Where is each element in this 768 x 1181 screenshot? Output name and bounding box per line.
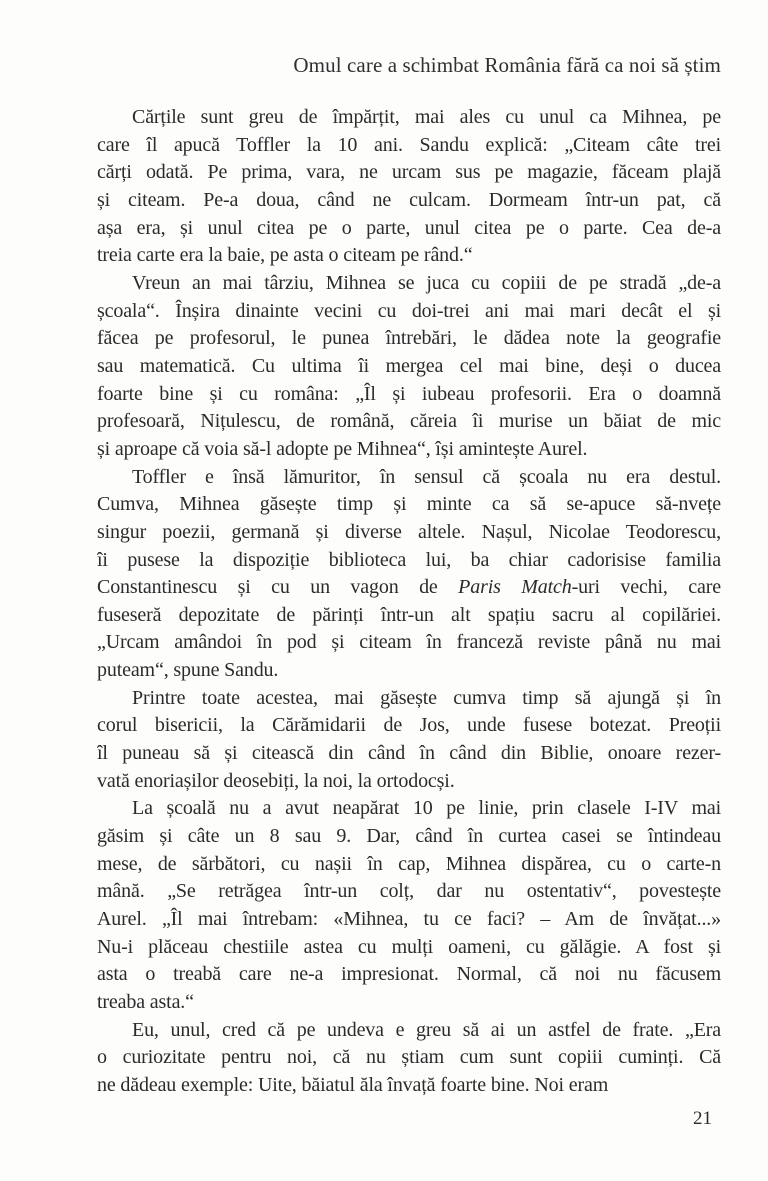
body-text: ne dădeau exemple: Uite, băiatul ăla învață foarte bine. Noi eram [97, 1073, 609, 1096]
text-line [97, 602, 721, 630]
text-line [97, 657, 721, 685]
text-line [97, 685, 721, 713]
text-line [97, 491, 721, 519]
body-text: fuseseră depozitate de părinți într-un alt spațiu sacru al copilăriei. [97, 603, 721, 626]
body-text: singur poezii, germană și diverse altele. Nașul, Nicolae Teodorescu, [97, 520, 721, 543]
body-text: cărți odată. Pe prima, vara, ne urcam sus pe magazie, făceam plajă [97, 161, 721, 184]
text-line [97, 934, 721, 962]
body-text: Aurel. „Îl mai întrebam: «Mihnea, tu ce faci? – Am de învățat...» [97, 908, 721, 931]
body-text: Eu, unul, cred că pe undeva e greu să ai un astfel de frate. „Era [132, 1018, 721, 1041]
body-text: găsim și câte un 8 sau 9. Dar, când în curtea casei se întindeau [97, 825, 721, 848]
text-line [97, 851, 721, 879]
body-text: îl puneau să și citească din când în când din Biblie, onoare rezer- [97, 742, 721, 765]
body-text: Vreun an mai târziu, Mihnea se juca cu copiii de pe stradă „de-a [132, 271, 721, 294]
body-text: puteam“, spune Sandu. [97, 659, 279, 682]
body-text: o curiozitate pentru noi, că nu știam cum sunt copiii cuminți. Că [97, 1046, 721, 1069]
text-line [97, 768, 721, 796]
text-line [97, 270, 721, 298]
body-text: profesoară, Nițulescu, de română, căreia îi murise un băiat de mic [97, 410, 721, 433]
body-text: foarte bine și cu româna: „Îl și iubeau profesorii. Era o doamnă [97, 382, 721, 405]
body-text: mese, de sărbători, cu nașii în cap, Mihnea dispărea, cu o carte-n [97, 852, 721, 875]
paragraph [97, 104, 721, 270]
text-line [97, 325, 721, 353]
body-text: asta o treabă care ne-a impresionat. Normal, că noi nu făcusem [97, 963, 721, 986]
text-line [97, 353, 721, 381]
text-line [97, 740, 721, 768]
text-line [97, 519, 721, 547]
body-text: Cumva, Mihnea găsește timp și minte ca să se-apuce să-nvețe [97, 493, 721, 516]
text-line [97, 215, 721, 243]
body-text: corul bisericii, la Cărămidarii de Jos, unde fusese botezat. Preoții [97, 714, 721, 737]
text-line [97, 132, 721, 160]
italic-text: Paris Match [458, 576, 572, 599]
text-line [97, 629, 721, 657]
body-text: Cărțile sunt greu de împărțit, mai ales cu unul ca Mihnea, pe [132, 106, 721, 128]
body-text: și citeam. Pe-a doua, când ne culcam. Dormeam într-un pat, că [97, 188, 721, 211]
text-line [97, 823, 721, 851]
body-text: Printre toate acestea, mai găsește cumva timp să ajungă și în [132, 686, 721, 709]
running-header: Omul care a schimbat România fără ca noi să știm [293, 53, 721, 77]
text-line [97, 159, 721, 187]
body-text: mână. „Se retrăgea într-un colț, dar nu ostentativ“, povestește [97, 880, 721, 903]
paragraph [97, 1017, 721, 1100]
body-text: Toffler e însă lămuritor, în sensul că școala nu era destul. [132, 465, 721, 488]
text-line [97, 298, 721, 326]
paragraph [97, 270, 721, 464]
body-text: La școală nu a avut neapărat 10 pe linie, prin clasele I-IV mai [132, 797, 721, 820]
text-line [97, 464, 721, 492]
body-text: Nu-i plăceau chestiile astea cu mulți oameni, cu gălăgie. A fost și [97, 935, 721, 958]
paragraph [97, 464, 721, 685]
body-text: Constantinescu și cu un vagon de [97, 576, 459, 599]
body-text: treia carte era la baie, pe asta o citeam pe rând.“ [97, 244, 473, 267]
page-number: 21 [693, 1108, 712, 1129]
text-line [97, 1044, 721, 1072]
body-text: care îl apucă Toffler la 10 ani. Sandu explică: „Citeam câte trei [97, 133, 721, 156]
text-line [97, 795, 721, 823]
paragraph [97, 795, 721, 1016]
text-line [97, 712, 721, 740]
body-text: așa era, și unul citea pe o parte, unul citea pe o parte. Cea de-a [97, 216, 721, 239]
text-line [97, 574, 721, 602]
body-text: sau matematică. Cu ultima îi mergea cel mai bine, deși o ducea [97, 354, 721, 377]
text-line [97, 878, 721, 906]
body-text: școala“. Înșira dinainte vecini cu doi-trei ani mai mari decât el și [97, 299, 721, 322]
text-block [97, 104, 721, 1100]
text-line [97, 104, 721, 132]
text-line [97, 961, 721, 989]
body-text: îi pusese la dispoziție biblioteca lui, ba chiar cadorisise familia [97, 548, 721, 571]
body-text: și aproape că voia să-l adopte pe Mihnea“, își amintește Aurel. [97, 437, 588, 460]
text-line [97, 242, 721, 270]
body-text: vată enoriașilor deosebiți, la noi, la ortodocși. [97, 769, 455, 792]
text-line [97, 187, 721, 215]
text-line [97, 1072, 721, 1100]
text-line [97, 408, 721, 436]
body-text: treaba asta.“ [97, 991, 194, 1013]
paragraph [97, 685, 721, 796]
body-text: -uri vechi, care [571, 576, 721, 599]
text-line [97, 547, 721, 575]
body-text: făcea pe profesorul, le punea întrebări, le dădea note la geografie [97, 327, 721, 350]
text-line [97, 906, 721, 934]
text-line [97, 1017, 721, 1045]
text-line [97, 989, 721, 1017]
body-text: „Urcam amândoi în pod și citeam în franceză reviste până nu mai [97, 631, 721, 654]
text-line [97, 381, 721, 409]
text-line [97, 436, 721, 464]
